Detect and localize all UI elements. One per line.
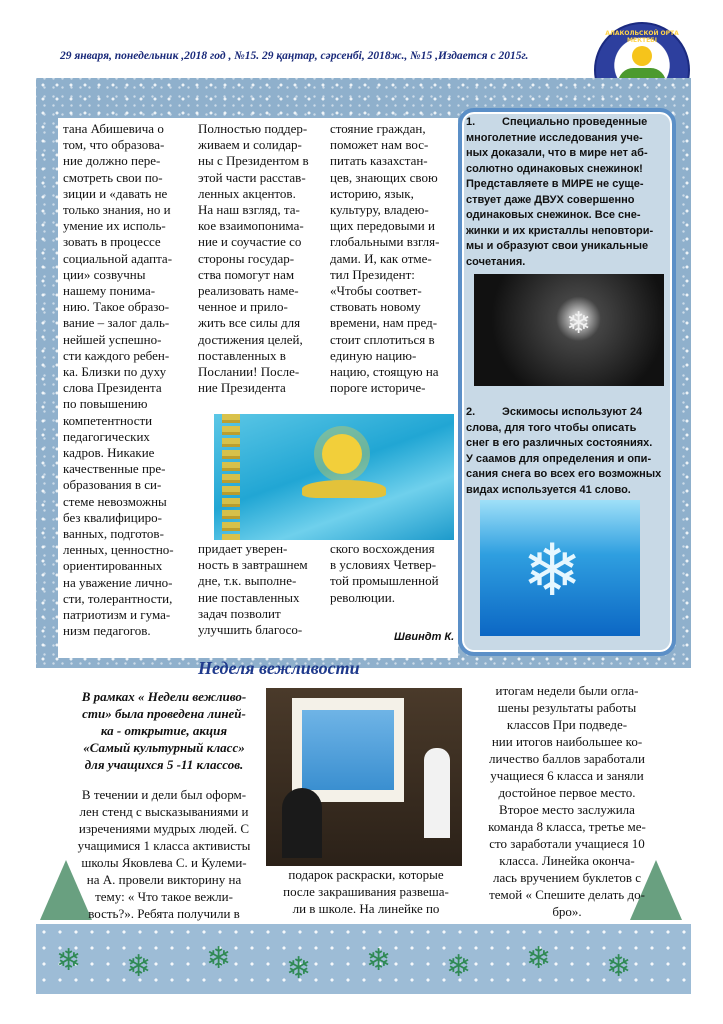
- body-line: сто заработали учащиеся 10: [489, 836, 645, 851]
- article-line: умение их исполь-: [63, 218, 166, 234]
- intro-line: «Самый культурный класс»: [83, 740, 245, 755]
- snow-pattern-footer: [36, 924, 691, 994]
- snow-fact-2: [466, 405, 662, 498]
- article-line: единую нацию-: [330, 347, 417, 363]
- article-line: живаем и солидар-: [198, 137, 302, 153]
- snowflake-icon: ❄: [366, 943, 392, 978]
- snowflake-icon: ❄: [526, 941, 552, 976]
- article-line: патриотизм и гума-: [63, 607, 171, 623]
- logo-ring-text: АЛАКОЛЬСКОЙ ОРТА МЕКТЕБІ: [605, 30, 679, 44]
- classroom-photo: [266, 688, 462, 866]
- body-line: после закрашивания развеша-: [283, 884, 449, 899]
- section-title: Неделя вежливости: [198, 658, 360, 678]
- article-line: ванных, подготов-: [63, 526, 164, 542]
- article-line: жить все силы для: [198, 315, 301, 331]
- article-line: ние должно пере-: [63, 153, 161, 169]
- article-line: цев, знающих свою: [330, 169, 438, 185]
- body-line: изречениями мудрых людей. С: [78, 821, 250, 836]
- article-signature: Швиндт К.: [394, 631, 455, 643]
- fact-line: сочетания.: [466, 255, 526, 268]
- article-line: нацию, стоящую на: [330, 364, 439, 380]
- article-line: нашему понима-: [63, 283, 156, 299]
- article-line: по повышению: [63, 396, 148, 412]
- article-line: в условиях Четвер-: [330, 557, 437, 573]
- fact-line: жинки и их кристаллы неповтори-: [466, 224, 654, 237]
- presenter-figure: [424, 748, 450, 838]
- fact-line: ных доказали, что в мире нет аб-: [466, 147, 648, 159]
- article-line: ленных, ценностно-: [63, 542, 174, 558]
- article-line: глобальными взгля-: [330, 234, 440, 250]
- article-line: зиции и «давать не: [63, 185, 168, 201]
- intro-line: для учащихся 5 -11 классов.: [84, 757, 244, 772]
- body-line: подарок раскраски, которые: [288, 867, 444, 882]
- fact-line: видах используется 41 слово.: [466, 483, 631, 496]
- article-column-1: [63, 121, 193, 640]
- body-line: бро».: [552, 904, 582, 919]
- fact-line: мы и образуют свои уникальные: [466, 240, 649, 252]
- article-line: ленных акцентов.: [198, 185, 296, 201]
- body-line: лась вручением буклетов с: [492, 870, 641, 885]
- article-line: ность в завтрашнем: [198, 557, 308, 573]
- snowflake-icon: ❄: [126, 949, 152, 984]
- article-line: достижения целей,: [198, 331, 303, 347]
- article-column-3: [330, 121, 454, 396]
- article-line: питать казахстан-: [330, 153, 428, 169]
- body-line: классов При подведе-: [506, 717, 628, 732]
- article-line: ства помогут нам: [198, 266, 295, 282]
- body-line: класса. Линейка оконча-: [499, 853, 635, 868]
- article-line: ние Президента: [198, 380, 286, 396]
- article-line: На наш взгляд, та-: [198, 202, 300, 218]
- article-line: революции.: [330, 589, 395, 605]
- article-line: поставленных в: [198, 347, 286, 363]
- article-line: на уважение лично-: [63, 574, 173, 590]
- article-line: пороге историче-: [330, 380, 426, 396]
- body-line: на А. провели викторину на: [86, 872, 242, 887]
- body-line: шены результаты работы: [497, 700, 637, 715]
- article-line: историю, язык,: [330, 185, 414, 201]
- body-line: итогам недели были огла-: [495, 683, 639, 698]
- article-line: зовать в процессе: [63, 234, 161, 250]
- article-line: тана Абишевича о: [63, 121, 164, 136]
- article-line: реализовать наме-: [198, 283, 299, 299]
- flag-eagle-icon: [302, 480, 386, 498]
- body-line: достойное первое место.: [498, 785, 636, 800]
- fact-line: У саамов для определения и опи-: [466, 452, 652, 465]
- snowflake-icon: ❄: [606, 949, 632, 984]
- article-line: смотреть свои по-: [63, 169, 163, 185]
- article-line: тил Президент:: [330, 266, 415, 282]
- body-line: команда 8 класса, третье ме-: [488, 819, 646, 834]
- article-line: без квалифициро-: [63, 509, 162, 525]
- article-line: стеме невозможны: [63, 493, 167, 509]
- fact-line: сания снега во всех его возможных: [466, 468, 662, 480]
- fact-line: снег в его различных состояниях.: [466, 437, 653, 449]
- kazakhstan-flag-photo: [214, 414, 454, 540]
- body-line: учащимися 1 класса активисты: [77, 838, 251, 853]
- article-line: сти каждого ребен-: [63, 347, 170, 363]
- snowflake-icon: ❄: [566, 306, 592, 341]
- article-column-3-continued: [330, 541, 454, 606]
- article-line: ние и соучастие со: [198, 234, 302, 250]
- article-line: том, что образова-: [63, 137, 165, 153]
- article-line: низм педагогов.: [63, 623, 151, 639]
- article-line: той промышленной: [330, 573, 439, 589]
- article-line: улучшить благосо-: [198, 622, 303, 638]
- body-line: нии итогов наибольшее ко-: [491, 734, 643, 749]
- article-line: щих передовыми и: [330, 218, 435, 234]
- fact-line: Представляете в МИРЕ не суще-: [466, 178, 644, 190]
- article-line: компетентности: [63, 412, 153, 428]
- fact-line: многолетние исследования уче-: [466, 131, 643, 144]
- intro-line: сти» была проведена линей-: [82, 706, 246, 721]
- article-line: «Чтобы соответ-: [330, 283, 422, 299]
- article-line: стоит сплотиться в: [330, 331, 435, 347]
- article-line: слова Президента: [63, 380, 162, 396]
- section-body-middle: [268, 866, 464, 917]
- snowflake-icon: ❄: [56, 943, 82, 978]
- article-line: образования в си-: [63, 477, 162, 493]
- body-line: вость?». Ребята получили в: [88, 906, 240, 921]
- article-line: только знания, но и: [63, 202, 171, 218]
- article-line: Полностью поддер-: [198, 121, 308, 136]
- fact-line: слова, для того чтобы описать: [466, 421, 637, 434]
- fact-number: 2.: [466, 406, 476, 418]
- article-line: педагогических: [63, 428, 150, 444]
- body-line: учащиеся 6 класса и заняли: [490, 768, 644, 783]
- snow-fact-1: [466, 115, 662, 270]
- article-line: кое взаимопонима-: [198, 218, 304, 234]
- fact-line: одинаковых снежинок. Все сне-: [466, 209, 641, 221]
- article-line: Послании! После-: [198, 364, 300, 380]
- section-intro: [66, 688, 262, 773]
- section-body-right: [468, 682, 666, 920]
- fact-line: Специально проведенные: [502, 116, 648, 128]
- article-line: культуру, владею-: [330, 202, 429, 218]
- body-line: тему: « Что такое вежли-: [95, 889, 233, 904]
- article-line: нию. Такое образо-: [63, 299, 170, 315]
- article-line: дами. И, как отме-: [330, 250, 432, 266]
- article-line: ствовать новому: [330, 299, 421, 315]
- fact-line: солютно одинаковых снежинок!: [466, 162, 643, 175]
- article-line: сти, толерантности,: [63, 590, 173, 606]
- article-line: поможет нам вос-: [330, 137, 429, 153]
- sun-icon: [632, 46, 652, 66]
- article-line: придает уверен-: [198, 541, 288, 556]
- article-line: качественные пре-: [63, 461, 166, 477]
- intro-line: В рамках « Недели вежливо-: [81, 689, 247, 704]
- article-line: ны с Президентом в: [198, 153, 309, 169]
- intro-line: ка - открытие, акция: [100, 723, 228, 738]
- body-line: Второе место заслужила: [499, 802, 635, 817]
- student-figure: [282, 788, 322, 858]
- body-line: школы Яковлева С. и Кулеми-: [81, 855, 247, 870]
- article-line: стороны государ-: [198, 250, 295, 266]
- dateline: 29 января, понедельник ,2018 год , №15. 29 қаңтар, сәрсенбі, 2018ж., №15 ,Издается с 2015г.: [60, 50, 529, 62]
- article-line: стояние граждан,: [330, 121, 426, 136]
- article-line: социальной адапта-: [63, 250, 173, 266]
- article-line: кадров. Никакие: [63, 445, 155, 461]
- fact-number: 1.: [466, 116, 476, 128]
- body-line: личество баллов заработали: [489, 751, 645, 766]
- article-line: ского восхождения: [330, 541, 435, 556]
- snowflake-icon: ❄: [206, 941, 232, 976]
- article-line: ции» созвучны: [63, 266, 146, 282]
- projector-screen: [292, 698, 404, 802]
- fact-line: Эскимосы используют 24: [502, 406, 643, 418]
- article-line: ние поставленных: [198, 589, 300, 605]
- snowflake-icon: ❄: [286, 951, 312, 986]
- fact-line: ствует даже ДВУХ совершенно: [466, 193, 635, 206]
- snowflake-photo-blue: [480, 500, 640, 636]
- flag-sun-icon: [322, 434, 362, 474]
- article-line: ориентированных: [63, 558, 163, 574]
- body-line: темой « Спешите делать до-: [489, 887, 645, 902]
- article-column-2: [198, 121, 324, 396]
- article-line: задач позволит: [198, 605, 281, 621]
- body-line: ли в школе. На линейке по: [292, 901, 440, 916]
- article-line: времени, нам пред-: [330, 315, 438, 331]
- article-line: ка. Близки по духу: [63, 364, 167, 380]
- body-line: лен стенд с высказываниями и: [79, 804, 249, 819]
- snowflake-photo-dark: [474, 274, 664, 386]
- article-line: этой части расстав-: [198, 169, 306, 185]
- section-body-left: [66, 786, 262, 922]
- snowflake-icon: ❄: [446, 949, 472, 984]
- article-line: ченное и прило-: [198, 299, 288, 315]
- article-line: вание – залог даль-: [63, 315, 170, 331]
- body-line: В течении и дели был оформ-: [81, 787, 247, 802]
- article-line: нейшей успешно-: [63, 331, 162, 347]
- article-column-2-continued: [198, 541, 324, 638]
- article-line: дне, т.к. выполне-: [198, 573, 297, 589]
- flag-ornament: [222, 414, 240, 540]
- snowflake-icon: ❄: [522, 528, 583, 612]
